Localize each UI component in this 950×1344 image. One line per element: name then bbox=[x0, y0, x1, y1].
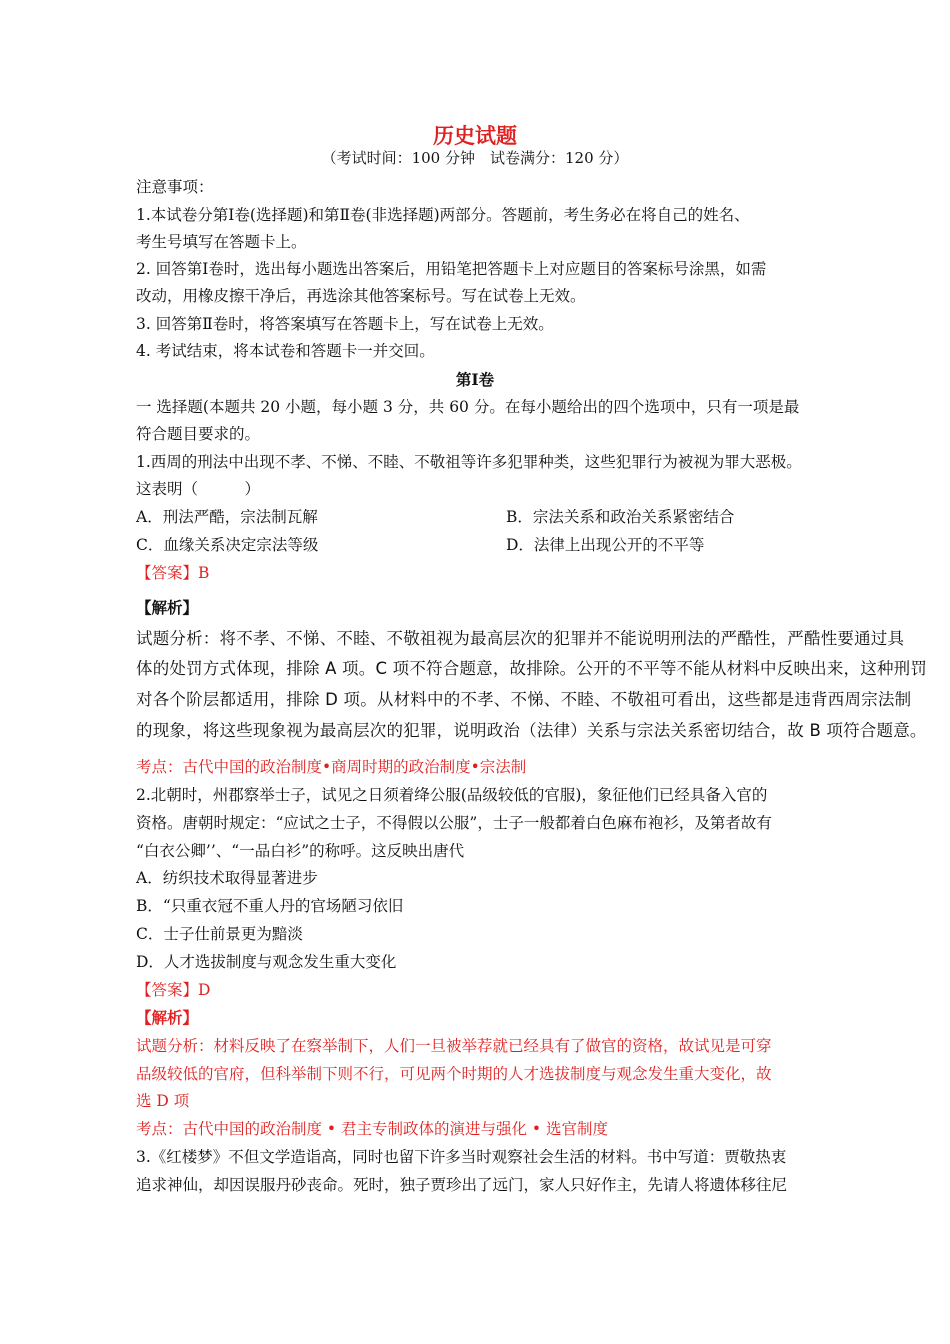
q3-stem: 追求神仙，却因误服丹砂丧命。死时，独子贾珍出了远门，家人只好作主，先请人将遗体移往尼 bbox=[136, 1176, 788, 1194]
q1-analysis-text: 对各个阶层都适用，排除 D 项。从材料中的不孝、不悌、不睦、不敬祖可看出，这些都是违背西周宗法制 bbox=[136, 690, 912, 709]
q1-analysis-text: 体的处罚方式体现，排除 A 项。C 项不符合题意，故排除。公开的不平等不能从材料中反映出来，这种刑罚 bbox=[136, 659, 928, 678]
notice-line: 1.本试卷分第Ⅰ卷(选择题)和第Ⅱ卷(非选择题)两部分。答题前，考生务必在将自己的姓名、 bbox=[136, 206, 750, 224]
section-title: 第Ⅰ卷 bbox=[455, 370, 495, 389]
q2-analysis-text: 试题分析：材料反映了在察举制下，人们一旦被举荐就已经具有了做官的资格，故试见是可穿 bbox=[136, 1037, 772, 1055]
exam-subtitle: （考试时间：100 分钟 试卷满分：120 分） bbox=[321, 149, 629, 167]
q1-answer bbox=[136, 562, 826, 584]
q1-options-row bbox=[136, 534, 826, 556]
q1-analysis-text: 试题分析：将不孝、不悌、不睦、不敬祖视为最高层次的犯罪并不能说明刑法的严酷性，严酷性要通过具 bbox=[136, 629, 905, 648]
section-intro: 符合题目要求的。 bbox=[136, 425, 261, 443]
q2-option-c: C．士子仕前景更为黯淡 bbox=[136, 925, 303, 943]
q2-analysis-text: 品级较低的官府，但科举制下则不行，可见两个时期的人才选拔制度与观念发生重大变化，故 bbox=[136, 1065, 772, 1083]
answer-value: B bbox=[198, 564, 210, 582]
notice-heading: 注意事项： bbox=[136, 178, 214, 196]
q2-stem: 资格。唐朝时规定：“应试之士子，不得假以公服”，士子一般都着白色麻布袍衫，及第者故有 bbox=[136, 814, 772, 832]
q2-option-b: B．“只重衣冠不重人丹的官场陋习依旧 bbox=[136, 897, 404, 915]
notice-line: 4. 考试结束，将本试卷和答题卡一并交回。 bbox=[136, 342, 435, 360]
answer-value: D bbox=[198, 981, 211, 999]
answer-label: 【答案】 bbox=[136, 564, 199, 582]
q2-option-d: D．人才选拔制度与观念发生重大变化 bbox=[136, 953, 397, 971]
q2-point: 考点：古代中国的政治制度 • 君主专制政体的演进与强化 • 选官制度 bbox=[136, 1120, 608, 1138]
notice-line: 改动，用橡皮擦干净后，再选涂其他答案标号。写在试卷上无效。 bbox=[136, 287, 586, 305]
q2-option-a: A．纺织技术取得显著进步 bbox=[136, 869, 318, 887]
q2-analysis-text: 选 D 项 bbox=[136, 1092, 190, 1110]
q3-stem: 3.《红楼梦》不但文学造诣高，同时也留下许多当时观察社会生活的材料。书中写道：贾敬热衷 bbox=[136, 1148, 787, 1166]
q1-point: 考点：古代中国的政治制度•商周时期的政治制度•宗法制 bbox=[136, 758, 527, 776]
q1-stem: 1.西周的刑法中出现不孝、不悌、不睦、不敬祖等许多犯罪种类，这些犯罪行为被视为罪大恶极。 bbox=[136, 453, 802, 471]
q1-analysis-text: 的现象，将这些现象视为最高层次的犯罪，说明政治（法律）关系与宗法关系密切结合，故 B 项符合题意。 bbox=[136, 721, 927, 740]
notice-line: 2. 回答第Ⅰ卷时，选出每小题选出答案后，用铅笔把答题卡上对应题目的答案标号涂黑，如需 bbox=[136, 260, 767, 278]
notice-line: 3. 回答第Ⅱ卷时，将答案填写在答题卡上，写在试卷上无效。 bbox=[136, 315, 554, 333]
section-intro: 一 选择题(本题共 20 小题，每小题 3 分，共 60 分。在每小题给出的四个选项中，只有一项是最 bbox=[136, 398, 800, 416]
q2-analysis-label: 【解析】 bbox=[136, 1008, 199, 1027]
q2-stem: 2.北朝时，州郡察举士子，试见之日须着绛公服(品级较低的官服)，象征他们已经具备入官的 bbox=[136, 786, 768, 804]
answer-label: 【答案】 bbox=[136, 981, 199, 999]
q1-option-d: D．法律上出现公开的不平等 bbox=[506, 536, 705, 554]
q1-analysis-label: 【解析】 bbox=[136, 598, 199, 617]
q1-option-c: C．血缘关系决定宗法等级 bbox=[136, 536, 319, 554]
q2-stem: “白衣公卿’’、“一品白衫”的称呼。这反映出唐代 bbox=[136, 842, 465, 860]
q1-options-row bbox=[136, 506, 826, 528]
q1-option-a: A．刑法严酷，宗法制瓦解 bbox=[136, 508, 318, 526]
notice-line: 考生号填写在答题卡上。 bbox=[136, 233, 307, 251]
q1-option-b: B．宗法关系和政治关系紧密结合 bbox=[506, 508, 735, 526]
q1-stem: 这表明（ ） bbox=[136, 480, 261, 498]
q2-answer bbox=[136, 979, 826, 1001]
page-title: 历史试题 bbox=[433, 123, 517, 148]
